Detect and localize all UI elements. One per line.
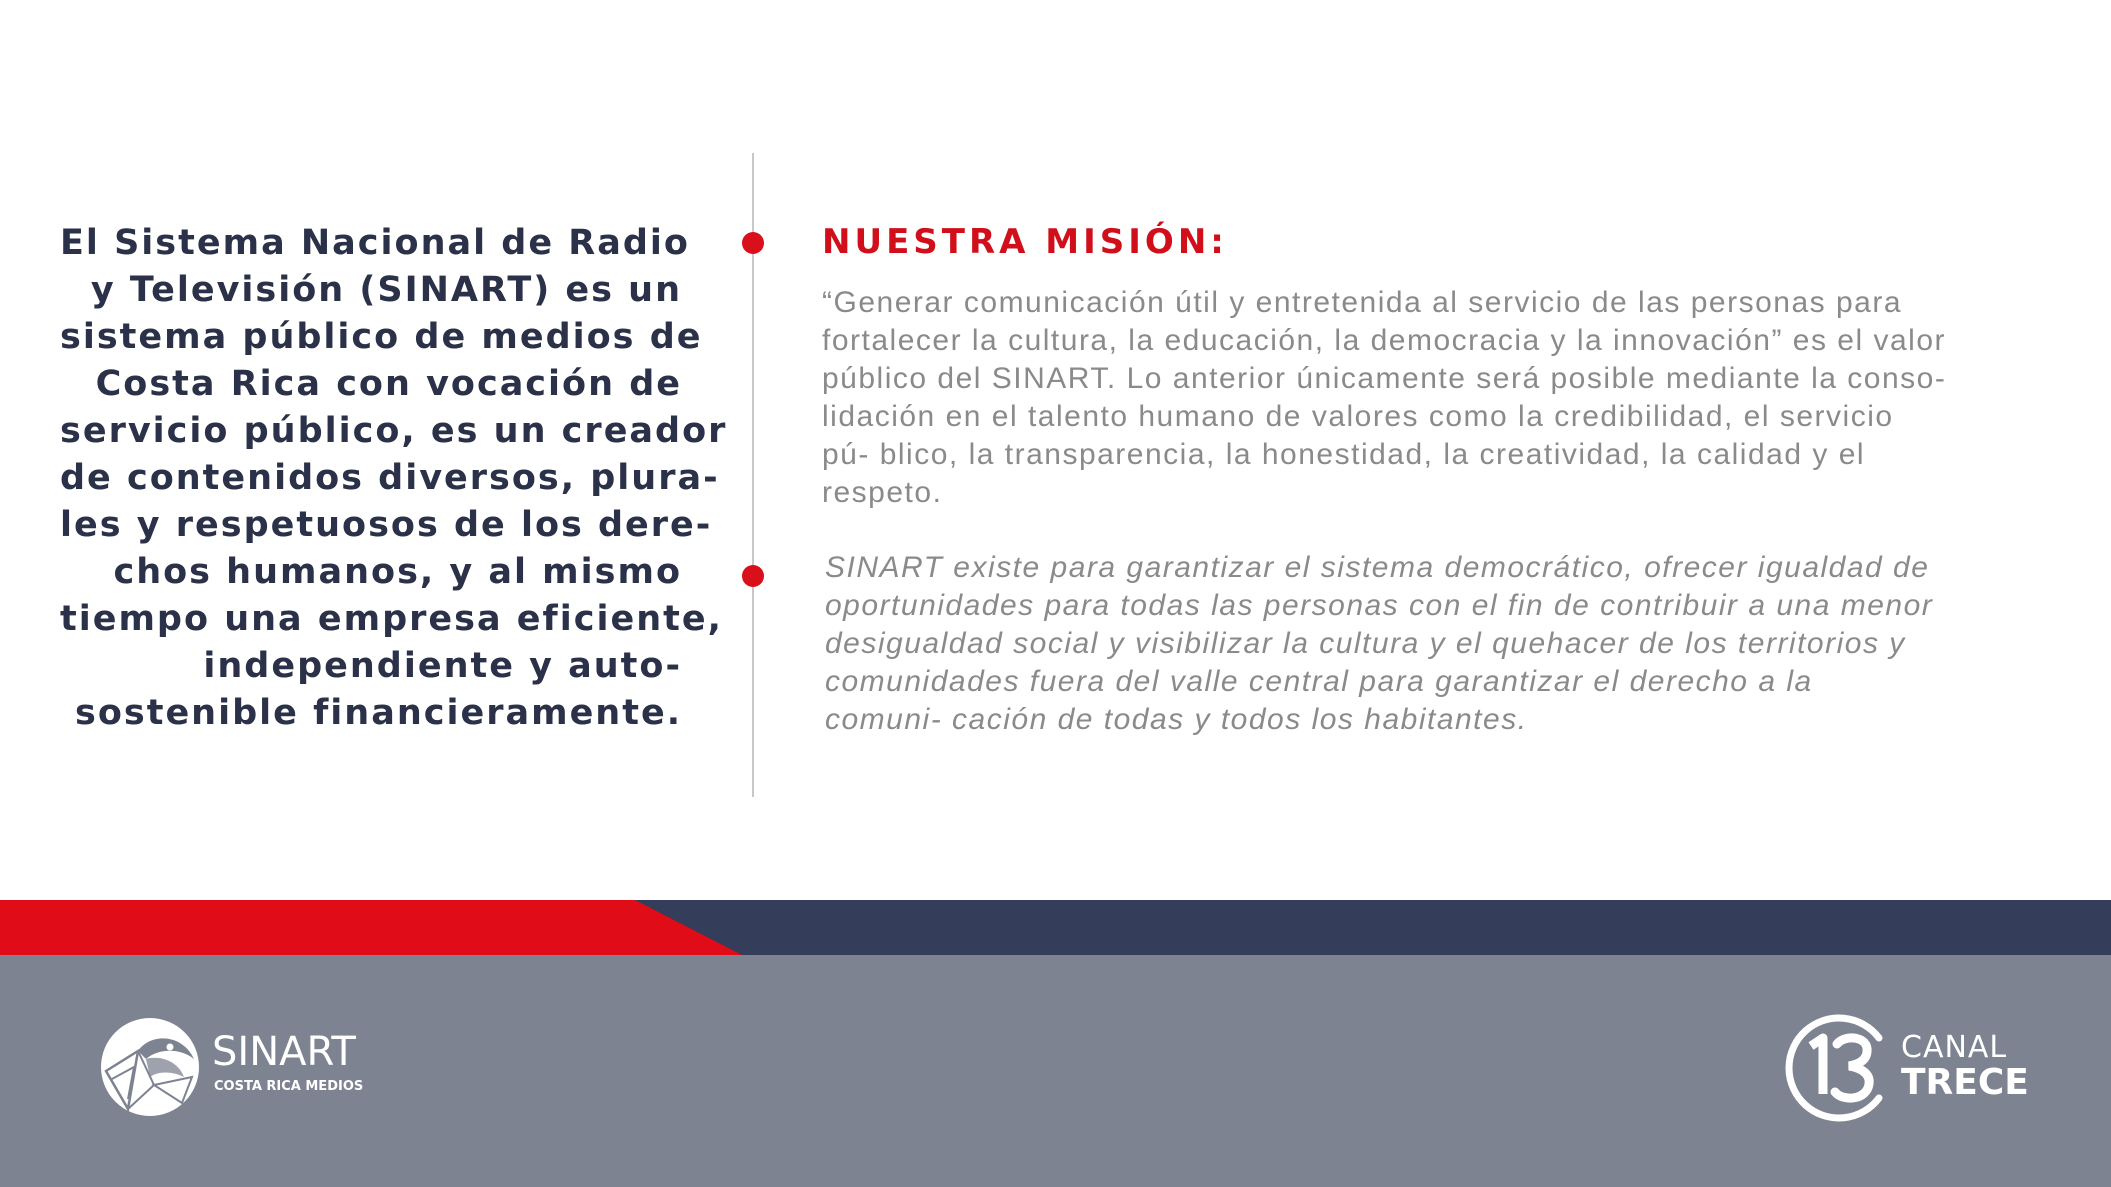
sinart-logo — [98, 1015, 378, 1120]
intro-line: sistema público de medios de — [60, 317, 703, 357]
intro-line: y Televisión (SINART) es un — [90, 270, 682, 310]
bullet-dot — [742, 565, 764, 587]
intro-line: tiempo una empresa eficiente, — [60, 599, 723, 639]
intro-line: Costa Rica con vocación de — [95, 364, 682, 404]
intro-text — [60, 220, 728, 737]
paragraph-line: fortalecer la cultura, la educación, la democracia y la innovación” es el valor — [822, 324, 1947, 357]
mission-paragraph-1 — [822, 284, 2052, 512]
canal-wordmark: CANAL — [1901, 1030, 2008, 1065]
paragraph-line: desigualdad social y visibilizar la cultura y el quehacer de los territorios y — [825, 627, 1906, 660]
intro-line: servicio público, es un creador — [60, 411, 728, 451]
intro-line: El Sistema Nacional de Radio — [60, 223, 690, 263]
paragraph-line: pú- blico, la transparencia, la honestidad, la creatividad, la calidad y el — [822, 438, 1866, 471]
sinart-wordmark: SINART — [212, 1029, 356, 1075]
red-band — [0, 900, 742, 955]
paragraph-line: comuni- cación de todas y todos los habitantes. — [825, 703, 1528, 736]
intro-line: sostenible financieramente. — [75, 693, 682, 733]
paragraph-line: lidación en el talento humano de valores como la credibilidad, el servicio — [822, 400, 1894, 433]
paragraph-line: público del SINART. Lo anterior únicamente será posible mediante la conso- — [822, 362, 1947, 395]
intro-line: independiente y auto- — [203, 646, 682, 686]
paragraph-line: comunidades fuera del valle central para garantizar el derecho a la — [825, 665, 1813, 698]
paragraph-line: oportunidades para todas las personas con el fin de contribuir a una menor — [825, 589, 1934, 622]
paragraph-line: “Generar comunicación útil y entretenida al servicio de las personas para — [822, 286, 1903, 319]
mission-paragraph-2 — [825, 549, 2055, 739]
mission-title: NUESTRA MISIÓN: — [822, 222, 1228, 262]
canal-trece-logo — [1785, 1010, 2045, 1125]
intro-line: les y respetuosos de los dere- — [60, 505, 713, 545]
intro-line: de contenidos diversos, plura- — [60, 458, 720, 498]
canal-13-emblem-icon — [1785, 1012, 1897, 1124]
sinart-bird-emblem-icon — [98, 1015, 202, 1119]
paragraph-line: SINART existe para garantizar el sistema democrático, ofrecer igualdad de — [825, 551, 1930, 584]
sinart-subtitle: COSTA RICA MEDIOS — [214, 1079, 364, 1094]
intro-line: chos humanos, y al mismo — [113, 552, 682, 592]
paragraph-line: respeto. — [822, 476, 943, 509]
trece-wordmark: TRECE — [1901, 1062, 2029, 1103]
bullet-dot — [742, 232, 764, 254]
